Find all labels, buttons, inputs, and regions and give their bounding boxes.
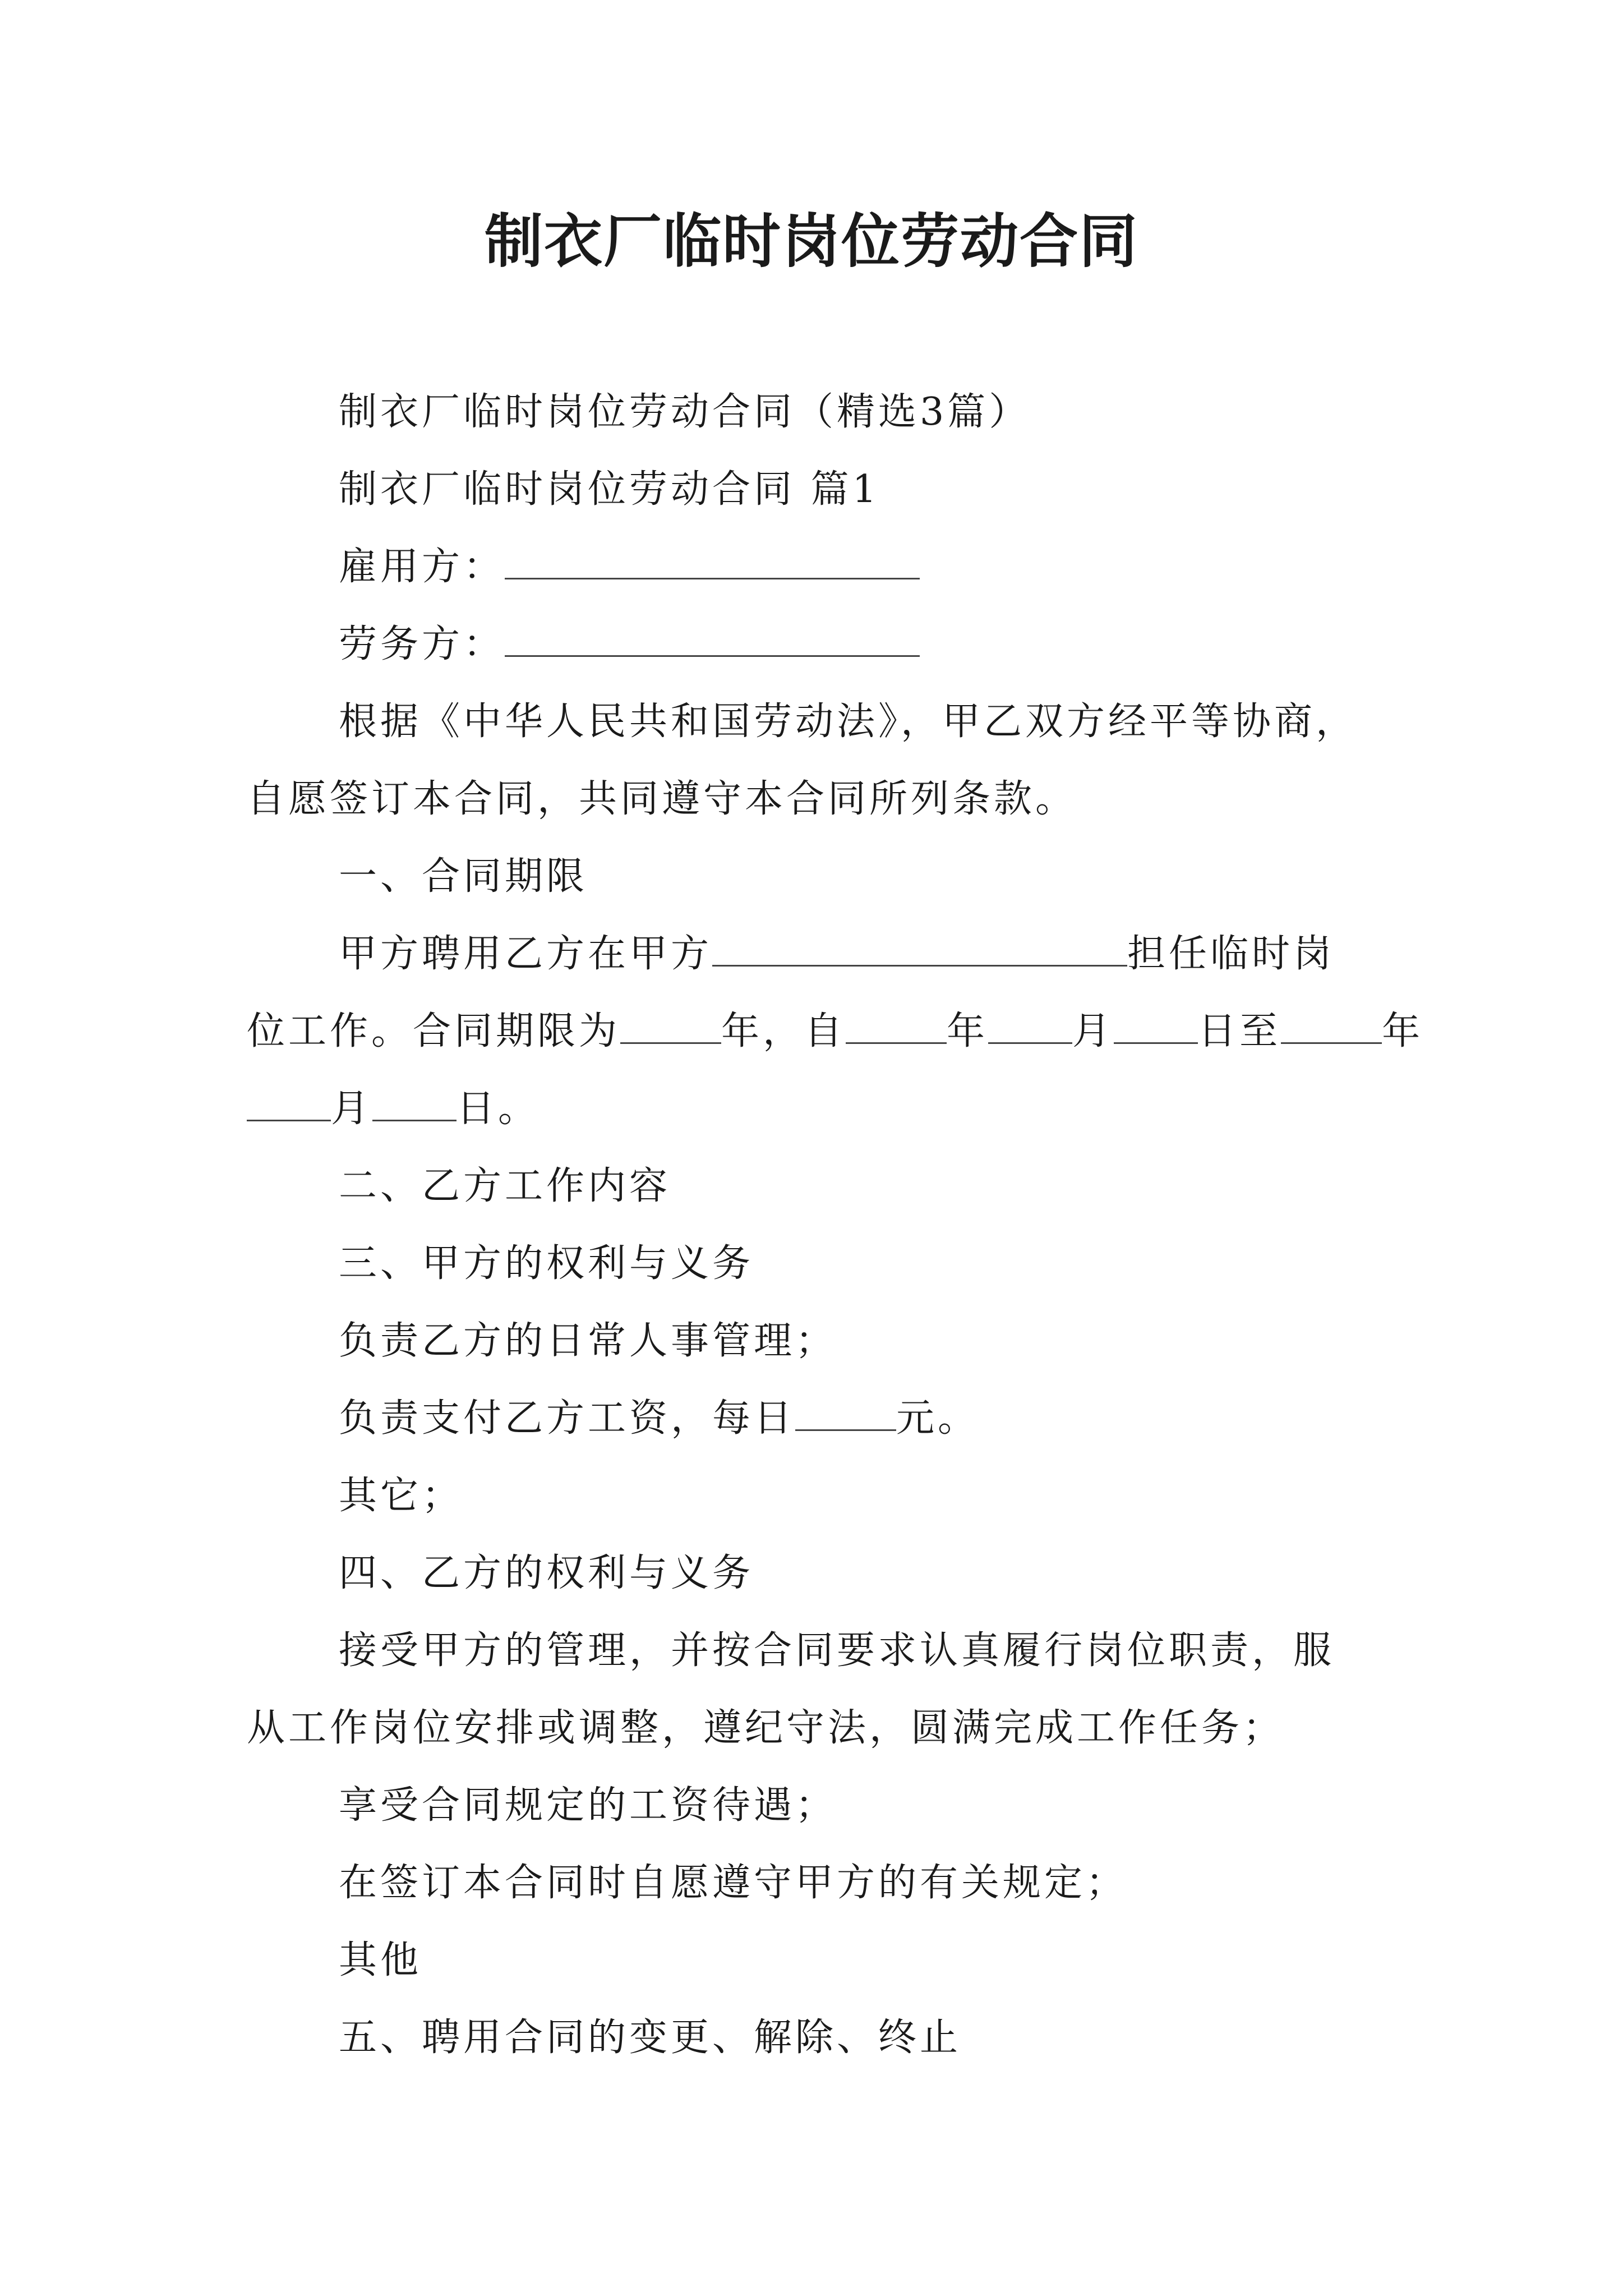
start-day-blank [1114,1010,1198,1044]
section-4-item-2: 享受合同规定的工资待遇； [339,1783,837,1828]
s1-text-b: 担任临时岗 [1127,932,1335,976]
employer-line [339,542,920,592]
term-years-blank [620,1010,721,1044]
start-year-blank [846,1010,947,1044]
end-year-blank [1281,1010,1382,1044]
daily-wage-blank [795,1397,896,1431]
employer-blank [505,545,920,579]
subtitle: 制衣厂临时岗位劳动合同（精选3篇） [339,390,1031,434]
intro-line-1: 根据《中华人民共和国劳动法》，甲乙双方经平等协商， [339,700,1358,744]
section-4-heading: 四、乙方的权利与义务 [339,1551,754,1595]
section-1-para-line-1 [339,929,1335,979]
s1-text-a: 甲方聘用乙方在甲方 [339,932,713,976]
section-1-para-line-2 [247,1006,1423,1057]
s1-text-h: 年 [1382,1009,1424,1053]
document-title: 制衣厂临时岗位劳动合同 [484,206,1138,275]
section-1-heading: 一、合同期限 [339,854,588,899]
section-4-item-3: 在签订本合同时自愿遵守甲方的有关规定； [339,1861,1128,1905]
section-2-heading: 二、乙方工作内容 [339,1164,671,1208]
end-month-blank [247,1087,331,1121]
s1-text-d: 年，自 [721,1009,846,1053]
worker-label: 劳务方： [339,622,505,666]
section-4-item-1-line-1: 接受甲方的管理，并按合同要求认真履行岗位职责，服 [339,1628,1335,1673]
section-4-item-4: 其他 [339,1938,422,1982]
s1-text-i: 月 [331,1087,373,1131]
employer-label: 雇用方： [339,545,505,589]
department-blank [712,932,1127,967]
section-3-item-2 [339,1393,979,1444]
end-day-blank [372,1087,457,1121]
section-3-item-3: 其它； [339,1474,464,1518]
intro-line-2: 自愿签订本合同，共同遵守本合同所列条款。 [247,777,1077,821]
s1-text-c: 位工作。合同期限为 [247,1009,621,1053]
section-1-para-line-3 [247,1084,540,1134]
s1-text-g: 日至 [1198,1009,1281,1053]
start-month-blank [988,1010,1072,1044]
s1-text-e: 年 [947,1009,989,1053]
section-5-heading: 五、聘用合同的变更、解除、终止 [339,2016,962,2060]
worker-blank [505,623,920,657]
section-3-item-1: 负责乙方的日常人事管理； [339,1319,837,1363]
s3-item2-text-b: 元。 [896,1396,980,1441]
s3-item2-text-a: 负责支付乙方工资，每日 [339,1396,796,1441]
section-3-heading: 三、甲方的权利与义务 [339,1241,754,1286]
s1-text-f: 月 [1072,1009,1114,1053]
s1-text-j: 日。 [457,1087,540,1131]
section-4-item-1-line-2: 从工作岗位安排或调整，遵纪守法，圆满完成工作任务； [247,1706,1285,1750]
part-heading: 制衣厂临时岗位劳动合同 篇1 [339,467,880,512]
worker-line [339,619,920,670]
